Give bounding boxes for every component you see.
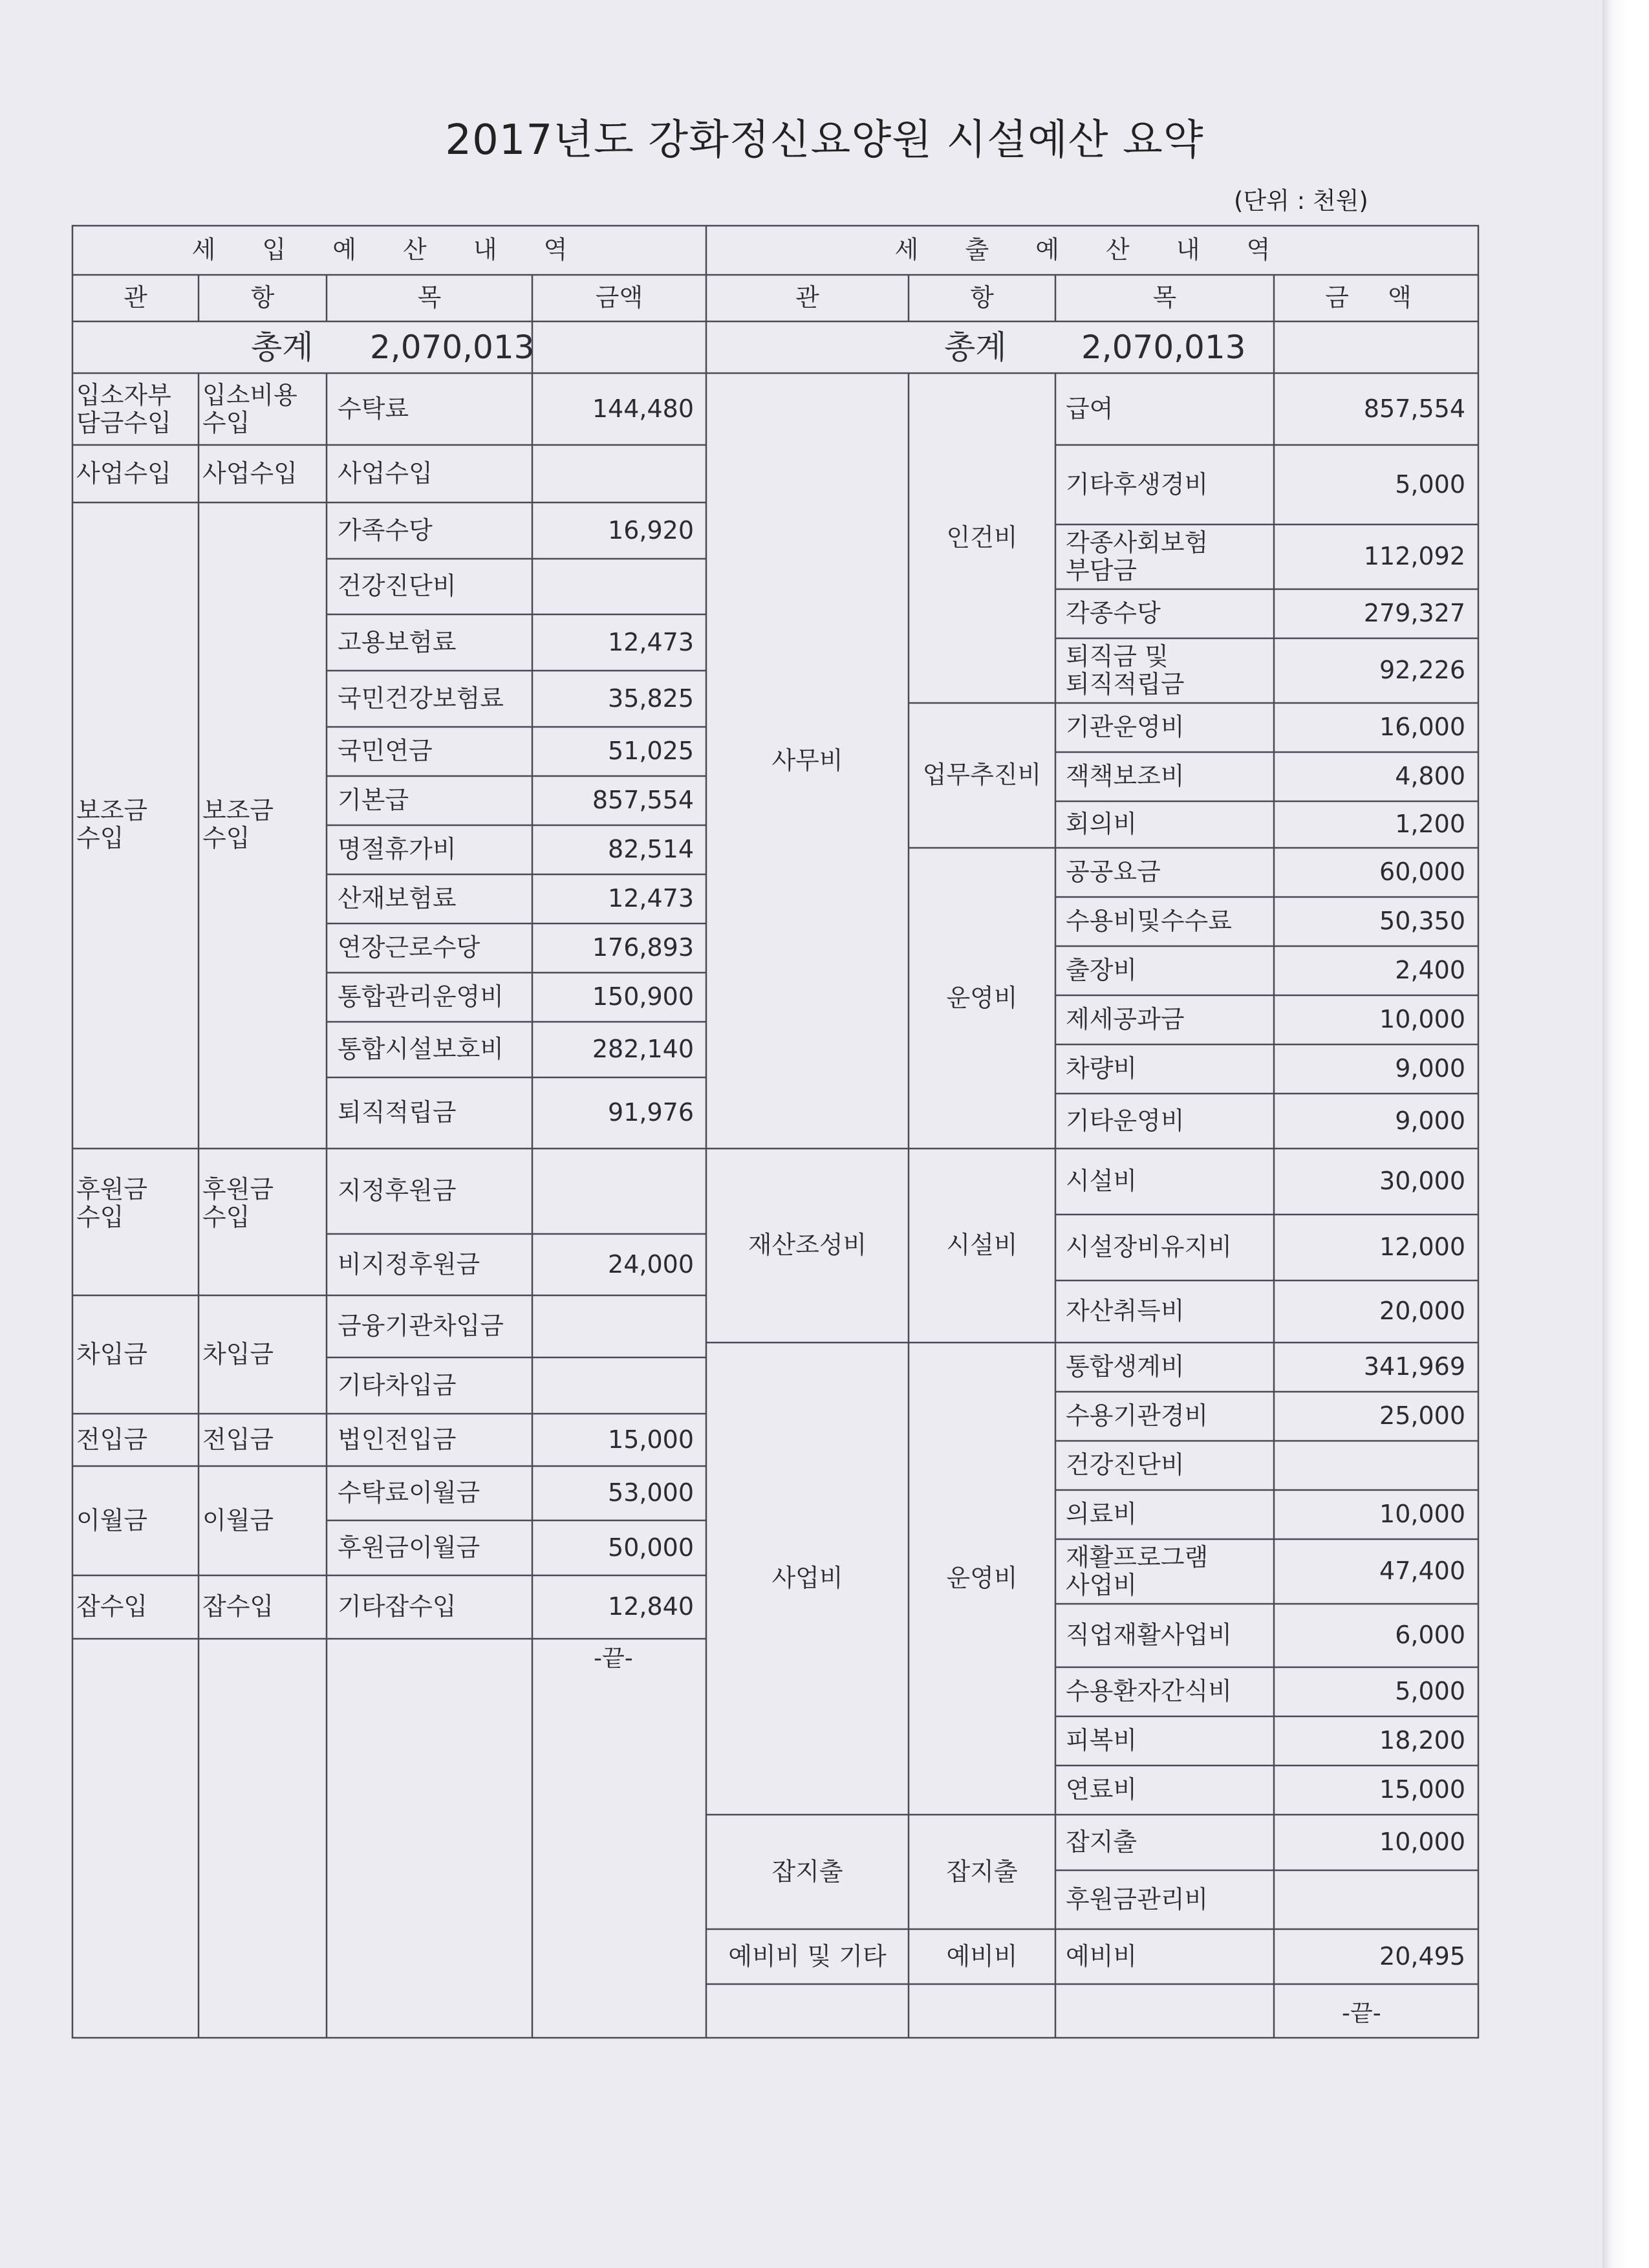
expenditure-item-amount: 25,000 <box>1379 1401 1465 1431</box>
revenue-hang: 이월금 <box>202 1506 274 1535</box>
revenue-hang: 잡수입 <box>202 1592 274 1621</box>
revenue-total-label: 총계 <box>251 328 314 366</box>
revenue-item-amount: 12,473 <box>608 884 694 913</box>
revenue-item-amount <box>532 1357 694 1414</box>
expenditure-item-name: 기타운영비 <box>1066 1106 1185 1135</box>
expenditure-item-amount: 20,495 <box>1379 1941 1465 1971</box>
expenditure-item-name: 의료비 <box>1066 1500 1137 1529</box>
expenditure-header: 세 출 예 산 내 역 <box>894 235 1290 265</box>
expenditure-item-name: 후원금관리비 <box>1066 1885 1209 1914</box>
expenditure-item-name: 잡지출 <box>1066 1828 1137 1857</box>
expenditure-item-amount: 5,000 <box>1395 470 1465 499</box>
revenue-header: 세 입 예 산 내 역 <box>191 235 587 265</box>
expenditure-item-amount: 30,000 <box>1379 1167 1465 1196</box>
expenditure-item-amount: 279,327 <box>1363 599 1465 628</box>
expenditure-item-amount: 4,800 <box>1395 762 1465 791</box>
expenditure-item-amount: 9,000 <box>1395 1054 1465 1083</box>
expenditure-item-name: 각종수당 <box>1066 599 1161 628</box>
expenditure-hang: 인건비 <box>946 523 1018 552</box>
expenditure-item-amount: 10,000 <box>1379 1828 1465 1857</box>
expenditure-item-name: 퇴직금 및 퇴직적립금 <box>1066 642 1185 698</box>
expenditure-hang: 운영비 <box>946 1564 1018 1593</box>
revenue-item-name: 후원금이월금 <box>338 1533 480 1562</box>
expenditure-item-amount: 20,000 <box>1379 1297 1465 1326</box>
revenue-item-amount: 144,480 <box>592 394 694 423</box>
expenditure-item-name: 차량비 <box>1066 1054 1137 1083</box>
revenue-item-name: 금융기관차입금 <box>338 1312 504 1341</box>
revenue-item-name: 기본급 <box>338 786 409 815</box>
revenue-item-name: 통합시설보호비 <box>338 1035 504 1064</box>
revenue-item-name: 가족수당 <box>338 515 433 545</box>
expenditure-hang: 예비비 <box>946 1941 1018 1971</box>
expenditure-item-amount: 341,969 <box>1363 1352 1465 1381</box>
expenditure-item-name: 수용환자간식비 <box>1066 1677 1232 1706</box>
expenditure-hang: 잡지출 <box>946 1857 1018 1886</box>
expenditure-item-amount <box>1274 1870 1465 1929</box>
expenditure-item-amount: 50,350 <box>1379 907 1465 936</box>
expenditure-item-amount: 1,200 <box>1395 810 1465 839</box>
revenue-item-amount: 12,840 <box>608 1592 694 1621</box>
revenue-item-amount: 150,900 <box>592 982 694 1011</box>
expenditure-item-name: 자산취득비 <box>1066 1297 1185 1326</box>
revenue-gwan: 차입금 <box>76 1339 148 1368</box>
revenue-item-amount: 50,000 <box>608 1533 694 1562</box>
revenue-item-amount: 91,976 <box>608 1098 694 1127</box>
revenue-item-name: 기타잡수입 <box>338 1592 457 1621</box>
expenditure-item-amount: 857,554 <box>1363 394 1465 423</box>
revenue-item-name: 법인전입금 <box>338 1425 457 1454</box>
expenditure-item-name: 회의비 <box>1066 810 1137 839</box>
revenue-hang: 후원금 수입 <box>202 1175 274 1231</box>
expenditure-item-name: 피복비 <box>1066 1726 1137 1755</box>
expenditure-item-amount: 10,000 <box>1379 1500 1465 1529</box>
expenditure-col-mok: 목 <box>1152 283 1177 312</box>
expenditure-item-amount: 10,000 <box>1379 1005 1465 1034</box>
expenditure-item-amount <box>1274 1441 1465 1490</box>
revenue-item-name: 건강진단비 <box>338 572 457 601</box>
revenue-col-mok: 목 <box>417 283 442 312</box>
expenditure-gwan: 사업비 <box>771 1564 843 1593</box>
revenue-item-name: 기타차입금 <box>338 1370 457 1399</box>
revenue-item-amount: 857,554 <box>592 786 694 815</box>
revenue-hang: 전입금 <box>202 1425 274 1454</box>
revenue-item-name: 국민연금 <box>338 737 433 766</box>
expenditure-item-amount: 9,000 <box>1395 1106 1465 1135</box>
revenue-item-name: 수탁료이월금 <box>338 1478 480 1507</box>
revenue-total-value: 2,070,013 <box>370 328 535 366</box>
revenue-gwan: 전입금 <box>76 1425 148 1454</box>
expenditure-gwan: 예비비 및 기타 <box>728 1941 887 1971</box>
revenue-gwan: 입소자부 담금수입 <box>76 380 171 437</box>
expenditure-item-amount: 18,200 <box>1379 1726 1465 1755</box>
expenditure-hang: 업무추진비 <box>922 761 1042 790</box>
revenue-item-name: 수탁료 <box>338 394 409 423</box>
unit-note: (단위 : 천원) <box>1234 187 1368 215</box>
revenue-col-amount: 금액 <box>595 283 643 312</box>
expenditure-item-amount: 112,092 <box>1363 542 1465 571</box>
expenditure-gwan: 잡지출 <box>771 1857 843 1886</box>
revenue-item-name: 고용보험료 <box>338 627 457 656</box>
expenditure-hang: 운영비 <box>946 983 1018 1012</box>
expenditure-item-name: 수용비및수수료 <box>1066 907 1232 936</box>
revenue-item-name: 명절휴가비 <box>338 835 457 864</box>
expenditure-item-name: 기관운영비 <box>1066 713 1185 742</box>
expenditure-end-mark: -끝- <box>1342 2000 1381 2027</box>
expenditure-col-hang: 항 <box>970 283 994 312</box>
expenditure-item-name: 잭책보조비 <box>1066 762 1185 791</box>
revenue-item-name: 퇴직적립금 <box>338 1098 457 1127</box>
expenditure-item-amount: 47,400 <box>1379 1557 1465 1586</box>
revenue-hang: 보조금 수입 <box>202 796 274 852</box>
revenue-gwan: 이월금 <box>76 1506 148 1535</box>
revenue-gwan: 사업수입 <box>76 459 171 488</box>
expenditure-gwan: 사무비 <box>771 746 843 775</box>
revenue-hang: 사업수입 <box>202 459 297 488</box>
expenditure-item-amount: 16,000 <box>1379 713 1465 742</box>
expenditure-item-name: 기타후생경비 <box>1066 470 1209 499</box>
expenditure-hang: 시설비 <box>946 1231 1018 1260</box>
revenue-hang: 입소비용 수입 <box>202 380 297 437</box>
revenue-gwan: 후원금 수입 <box>76 1175 148 1231</box>
revenue-item-amount <box>532 1149 694 1234</box>
expenditure-item-name: 출장비 <box>1066 956 1137 985</box>
expenditure-col-gwan: 관 <box>795 283 819 312</box>
expenditure-item-name: 급여 <box>1066 394 1114 423</box>
revenue-item-amount <box>532 445 694 502</box>
revenue-end-mark: -끝- <box>594 1645 633 1672</box>
revenue-item-amount: 82,514 <box>608 835 694 864</box>
expenditure-item-amount: 6,000 <box>1395 1621 1465 1650</box>
revenue-item-amount <box>532 1295 694 1357</box>
expenditure-item-name: 연료비 <box>1066 1775 1137 1804</box>
expenditure-item-name: 건강진단비 <box>1066 1451 1185 1480</box>
expenditure-item-name: 재활프로그램 사업비 <box>1066 1543 1209 1599</box>
revenue-col-gwan: 관 <box>124 283 147 312</box>
expenditure-item-name: 시설장비유지비 <box>1066 1233 1232 1262</box>
expenditure-total-value: 2,070,013 <box>1081 328 1246 366</box>
revenue-hang: 차입금 <box>202 1339 274 1368</box>
revenue-item-name: 사업수입 <box>338 459 433 488</box>
expenditure-item-amount: 15,000 <box>1379 1775 1465 1804</box>
revenue-gwan: 보조금 수입 <box>76 796 148 852</box>
expenditure-total-label: 총계 <box>944 328 1007 366</box>
page-title: 2017년도 강화정신요양원 시설예산 요약 <box>445 116 1204 164</box>
expenditure-col-amount: 금 액 <box>1325 283 1427 312</box>
expenditure-item-name: 수용기관경비 <box>1066 1401 1209 1431</box>
expenditure-item-name: 직업재활사업비 <box>1066 1621 1232 1650</box>
revenue-item-name: 산재보험료 <box>338 884 457 913</box>
revenue-item-amount: 15,000 <box>608 1425 694 1454</box>
revenue-item-name: 국민건강보험료 <box>338 684 504 713</box>
revenue-item-name: 지정후원금 <box>338 1176 457 1205</box>
revenue-item-amount <box>532 559 694 614</box>
revenue-item-amount: 53,000 <box>608 1478 694 1507</box>
expenditure-item-name: 예비비 <box>1066 1941 1137 1971</box>
expenditure-item-name: 각종사회보험 부담금 <box>1066 528 1209 585</box>
revenue-item-amount: 12,473 <box>608 627 694 656</box>
revenue-item-name: 비지정후원금 <box>338 1249 480 1279</box>
expenditure-item-amount: 60,000 <box>1379 858 1465 887</box>
revenue-item-amount: 24,000 <box>608 1249 694 1279</box>
revenue-item-name: 통합관리운영비 <box>338 982 504 1011</box>
revenue-item-amount: 16,920 <box>608 515 694 545</box>
expenditure-item-amount: 12,000 <box>1379 1233 1465 1262</box>
expenditure-gwan: 재산조성비 <box>748 1231 867 1260</box>
revenue-item-name: 연장근로수당 <box>338 933 480 962</box>
revenue-col-hang: 항 <box>250 283 275 312</box>
expenditure-item-name: 제세공과금 <box>1066 1005 1185 1034</box>
expenditure-item-amount: 5,000 <box>1395 1677 1465 1706</box>
expenditure-item-name: 시설비 <box>1066 1167 1137 1196</box>
expenditure-item-name: 공공요금 <box>1066 858 1161 887</box>
revenue-item-amount: 282,140 <box>592 1035 694 1064</box>
revenue-item-amount: 176,893 <box>592 933 694 962</box>
revenue-gwan: 잡수입 <box>76 1592 148 1621</box>
expenditure-item-amount: 2,400 <box>1395 956 1465 985</box>
expenditure-item-amount: 92,226 <box>1379 656 1465 685</box>
expenditure-item-name: 통합생계비 <box>1066 1352 1185 1381</box>
revenue-item-amount: 51,025 <box>608 737 694 766</box>
revenue-item-amount: 35,825 <box>608 684 694 713</box>
